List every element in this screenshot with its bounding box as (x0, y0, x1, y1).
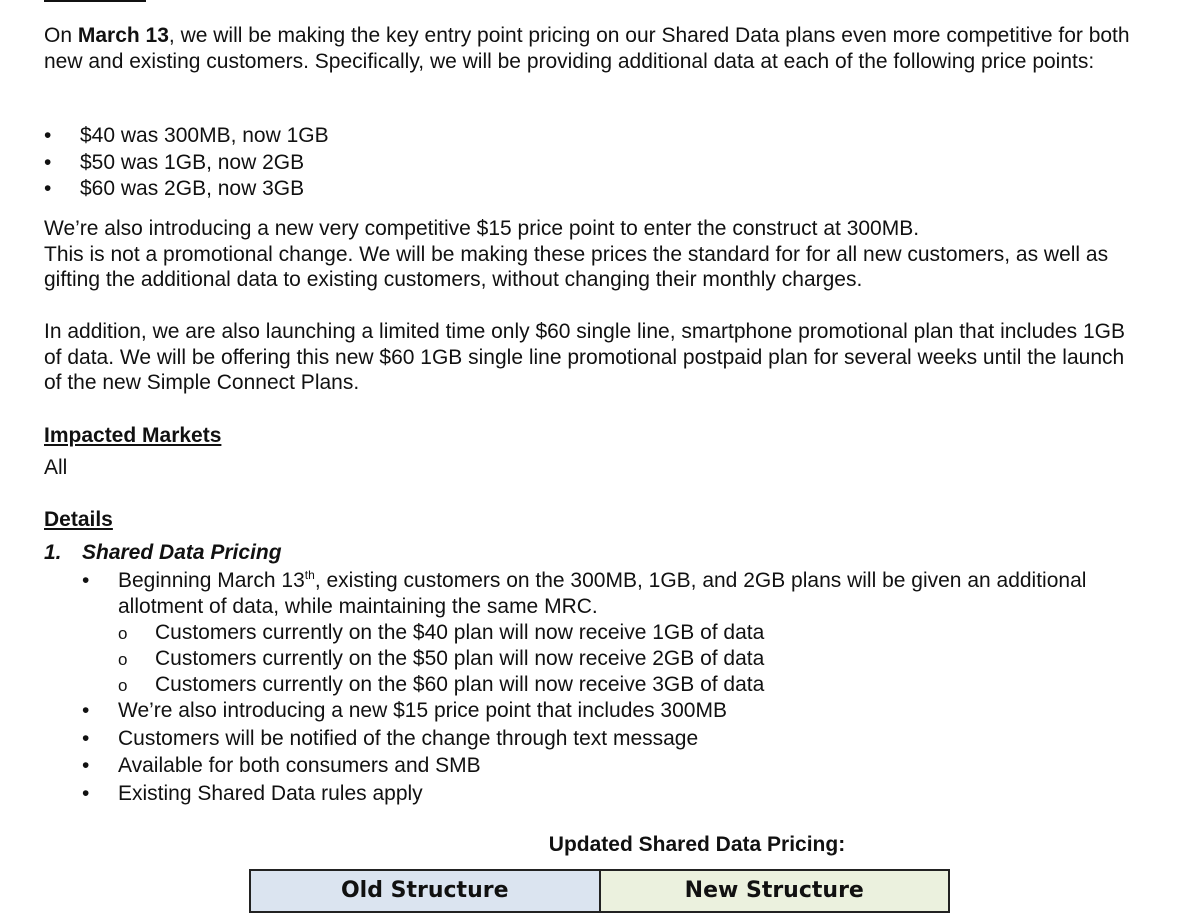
table-title: Updated Shared Data Pricing: (548, 833, 846, 856)
price-points-list (44, 123, 329, 203)
impacted-markets-heading: Impacted Markets (44, 424, 222, 447)
list-item: • $50 was 1GB, now 2GB (44, 150, 329, 177)
section-title-text: Shared Data Pricing (82, 541, 282, 564)
ordinal-suffix: th (304, 568, 315, 582)
list-item: o Customers currently on the $50 plan will now receive 2GB of data (118, 646, 764, 672)
list-item: • We’re also introducing a new $15 price point that includes 300MB (82, 698, 1132, 726)
table-header-new: New Structure (601, 871, 949, 911)
bullet-text-start: Beginning March 13 (118, 569, 305, 592)
para2-line1: We’re also introducing a new very competitive $15 price point to enter the construct at 300MB. (44, 217, 920, 240)
list-item: • Available for both consumers and SMB (82, 753, 1132, 781)
details-heading: Details (44, 508, 113, 531)
impacted-markets-value: All (44, 456, 68, 479)
list-item: • Existing Shared Data rules apply (82, 781, 1132, 809)
details-bullet-list (82, 568, 1132, 619)
intro-text-rest: , we will be making the key entry point pricing on our Shared Data plans even more competitive for both new and existing customers. Specifically, we will be providing additional data at each of the following price points: (44, 24, 1130, 73)
section-title (44, 540, 282, 566)
intro-paragraph (44, 23, 1144, 74)
list-item: • Customers will be notified of the change through text message (82, 726, 1132, 754)
intro-text-start: On (44, 24, 78, 47)
list-item: o Customers currently on the $40 plan will now receive 1GB of data (118, 620, 764, 646)
promo-plan-paragraph: In addition, we are also launching a limited time only $60 single line, smartphone promotional plan that includes 1GB of data. We will be offering this new $60 1GB single line promotional postpaid plan for several weeks until the launch of the new Simple Connect Plans. (44, 320, 1125, 394)
para2-line2: This is not a promotional change. We will be making these prices the standard for for all new customers, as well as gifting the additional data to existing customers, without changing their monthly charges. (44, 242, 1109, 291)
new-price-point-paragraph (44, 216, 1144, 293)
pricing-table (249, 869, 950, 913)
list-item (82, 568, 1132, 619)
intro-date: March 13 (77, 24, 169, 47)
section-number: 1. (44, 541, 62, 564)
list-item: • $60 was 2GB, now 3GB (44, 176, 329, 203)
sub-bullet-list (118, 620, 764, 698)
top-heading-underline (44, 0, 146, 2)
list-item: • $40 was 300MB, now 1GB (44, 123, 329, 150)
list-item: o Customers currently on the $60 plan will now receive 3GB of data (118, 672, 764, 698)
table-header-old: Old Structure (251, 871, 601, 911)
details-bullet-list-continued (82, 698, 1132, 808)
bullet-text-rest: , existing customers on the 300MB, 1GB, and 2GB plans will be given an additional allotment of data, while maintaining the same MRC. (118, 569, 1087, 618)
